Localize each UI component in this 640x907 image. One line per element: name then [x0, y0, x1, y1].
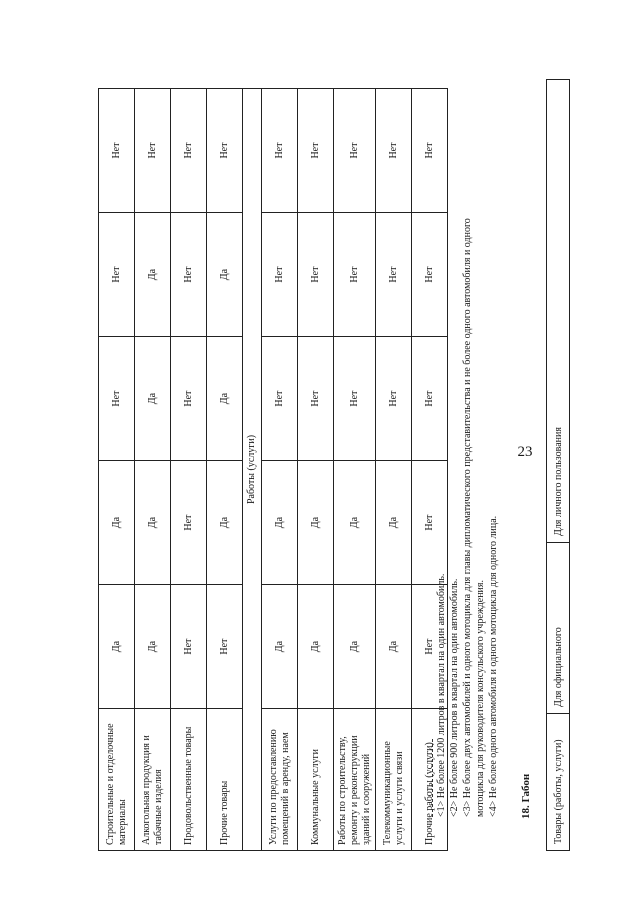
cell: Да — [376, 585, 412, 709]
row-name: Коммунальные услуги — [298, 709, 334, 851]
cell: Нет — [207, 89, 243, 213]
cell: Нет — [412, 337, 448, 461]
cell: Да — [376, 461, 412, 585]
cell: Да — [298, 585, 334, 709]
table-row — [298, 89, 334, 851]
cell: Нет — [99, 337, 135, 461]
cell: Да — [207, 461, 243, 585]
gabon-table — [546, 79, 570, 851]
cell: Да — [262, 585, 298, 709]
row-name: Телекоммуникационные услуги и услуги связи — [376, 709, 412, 851]
row-name: Алкогольная продукция и табачные изделия — [135, 709, 171, 851]
cell: Нет — [376, 337, 412, 461]
table-row — [376, 89, 412, 851]
cell: Нет — [298, 213, 334, 337]
header-cell: Товары (работы, услуги) — [547, 714, 570, 851]
header-cell: Для официального — [547, 543, 570, 714]
header-cell: Для личного пользования — [547, 80, 570, 543]
table-row — [135, 89, 171, 851]
cell: Нет — [298, 337, 334, 461]
cell: Да — [262, 461, 298, 585]
table-row — [207, 89, 243, 851]
cell: Нет — [99, 89, 135, 213]
table-header-row — [547, 80, 570, 851]
footnote-2: <2> Не более 900 литров в квартал на один автомобиль. — [449, 578, 460, 817]
footnote-4: <4> Не более одного автомобиля и одного мотоцикла для одного лица. — [488, 515, 499, 817]
section-label: Работы (услуги) — [243, 89, 262, 851]
cell: Нет — [262, 89, 298, 213]
section-heading: 18. Габон — [520, 773, 532, 819]
cell: Да — [334, 461, 376, 585]
cell: Нет — [412, 585, 448, 709]
cell: Нет — [171, 585, 207, 709]
table-row — [99, 89, 135, 851]
footnotes — [432, 57, 500, 817]
row-name: Прочие работы (услуги) — [412, 709, 448, 851]
footnote-1: <1> Не более 1200 литров в квартал на один автомобиль. — [436, 573, 447, 817]
cell: Нет — [171, 461, 207, 585]
cell: Нет — [99, 213, 135, 337]
cell: Нет — [376, 89, 412, 213]
cell: Нет — [171, 89, 207, 213]
row-name: Продовольственные товары — [171, 709, 207, 851]
footnote-separator — [432, 739, 433, 817]
cell: Нет — [262, 337, 298, 461]
cell: Да — [135, 585, 171, 709]
row-name: Прочие товары — [207, 709, 243, 851]
cell: Да — [135, 461, 171, 585]
cell: Нет — [171, 337, 207, 461]
cell: Нет — [334, 337, 376, 461]
cell: Нет — [412, 461, 448, 585]
table-row — [334, 89, 376, 851]
cell: Нет — [334, 213, 376, 337]
cell: Да — [99, 461, 135, 585]
cell: Да — [207, 337, 243, 461]
cell: Нет — [262, 213, 298, 337]
cell: Нет — [207, 585, 243, 709]
section-row — [243, 89, 262, 851]
cell: Да — [99, 585, 135, 709]
table-row — [171, 89, 207, 851]
footnote-3: <3> Не более двух автомобилей и одного мотоцикла для главы дипломатического представительства и не более одного автомобиля и одного — [462, 218, 473, 817]
cell: Да — [334, 585, 376, 709]
cell: Нет — [334, 89, 376, 213]
page-number: 23 — [517, 444, 533, 460]
cell: Да — [135, 337, 171, 461]
cell: Да — [135, 213, 171, 337]
cell: Нет — [412, 213, 448, 337]
cell: Нет — [376, 213, 412, 337]
cell: Нет — [298, 89, 334, 213]
row-name: Строительные и отделочные материалы — [99, 709, 135, 851]
cell: Нет — [135, 89, 171, 213]
footnote-3-continued: мотоцикла для руководителя консульского учреждения. — [475, 580, 486, 817]
cell: Нет — [171, 213, 207, 337]
row-name: Работы по строительству, ремонту и реконструкции зданий и сооружений — [334, 709, 376, 851]
cell: Да — [298, 461, 334, 585]
privileges-table — [98, 88, 448, 851]
cell: Да — [207, 213, 243, 337]
row-name: Услуги по предоставлению помещений в аренду, наем — [262, 709, 298, 851]
table-row — [262, 89, 298, 851]
cell: Нет — [412, 89, 448, 213]
